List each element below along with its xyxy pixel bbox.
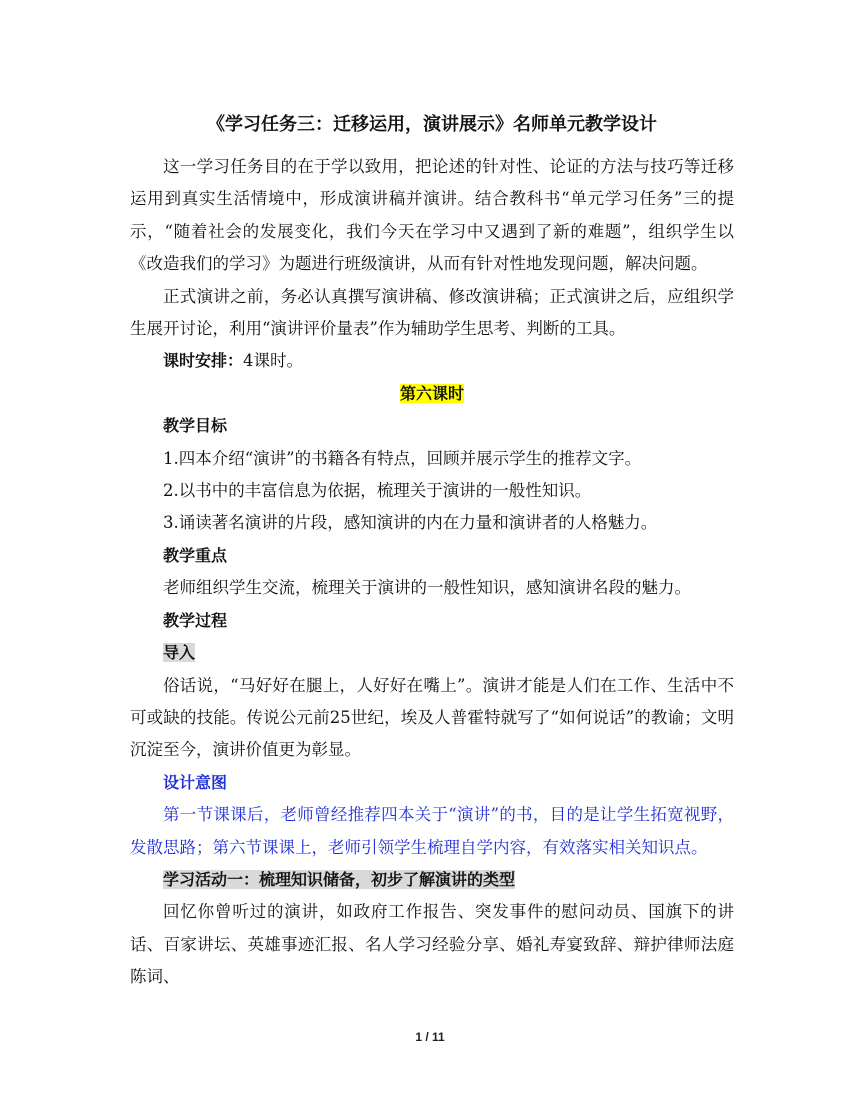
intro-text: 俗话说，“马好好在腿上，人好好在嘴上”。演讲才能是人们在工作、生活中不可或缺的技能。传说公元前25世纪，埃及人普霍特就写了“如何说话”的教谕；文明沉淀至今，演讲价值更为彰显。	[130, 675, 734, 760]
goal-item: 3.诵读著名演讲的片段，感知演讲的内在力量和演讲者的人格魅力。	[163, 513, 658, 533]
lesson-title: 第六课时	[399, 383, 464, 403]
design-text: 第一节课课后，老师曾经推荐四本关于“演讲”的书，目的是让学生拓宽视野，发散思路；第六节课课上，老师引领学生梳理自学内容，有效落实相关知识点。	[130, 805, 734, 857]
intro-paragraph-1: 这一学习任务目的在于学以致用，把论述的针对性、论证的方法与技巧等迁移运用到真实生活情境中，形成演讲稿并演讲。结合教科书“单元学习任务”三的提示，“随着社会的发展变化，我们今天在学习中又遇到了新的难题”，组织学生以《改造我们的学习》为题进行班级演讲，从而有针对性地发现问题，解决问题。	[130, 157, 734, 274]
intro-heading-row	[130, 637, 734, 669]
keypoints-text: 老师组织学生交流，梳理关于演讲的一般性知识，感知演讲名段的魅力。	[163, 578, 691, 598]
schedule-label: 课时安排：	[163, 351, 244, 371]
lesson-title-row	[130, 378, 734, 410]
goals-heading: 教学目标	[163, 416, 228, 436]
design-heading: 设计意图	[163, 772, 228, 792]
goal-item: 2.以书中的丰富信息为依据，梳理关于演讲的一般性知识。	[163, 481, 592, 501]
intro-paragraph-2: 正式演讲之前，务必认真撰写演讲稿、修改演讲稿；正式演讲之后，应组织学生展开讨论，利用“演讲评价量表”作为辅助学生思考、判断的工具。	[130, 286, 734, 339]
page-number: 1 / 11	[415, 1030, 445, 1044]
intro-heading: 导入	[163, 643, 196, 663]
activity1-heading: 学习活动一：梳理知识储备，初步了解演讲的类型	[163, 869, 516, 889]
process-heading: 教学过程	[163, 610, 228, 630]
document-title: 《学习任务三：迁移运用，演讲展示》名师单元教学设计	[207, 114, 657, 135]
schedule-line	[130, 345, 734, 377]
activity1-heading-row	[130, 864, 734, 896]
activity1-text: 回忆你曾听过的演讲，如政府工作报告、突发事件的慰问动员、国旗下的讲话、百家讲坛、英雄事迹汇报、名人学习经验分享、婚礼寿宴致辞、辩护律师法庭陈词、	[130, 902, 734, 987]
goal-item: 1.四本介绍“演讲”的书籍各有特点，回顾并展示学生的推荐文字。	[163, 448, 642, 468]
keypoints-heading: 教学重点	[163, 545, 228, 565]
schedule-value: 4课时。	[243, 351, 304, 371]
